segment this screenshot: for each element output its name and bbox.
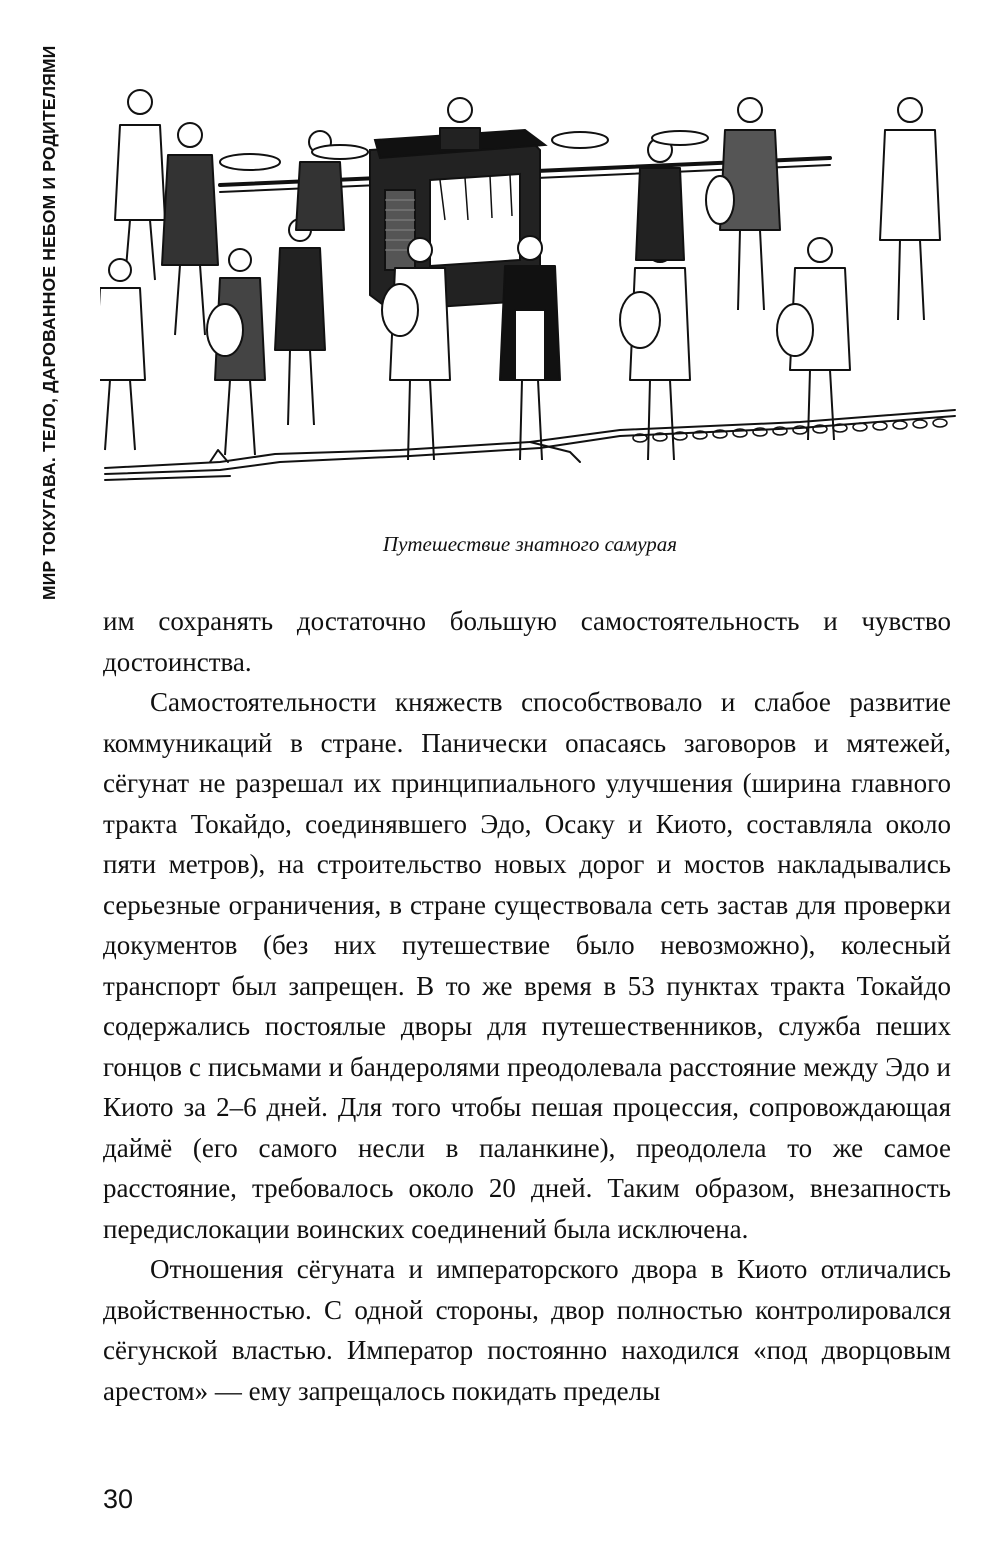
body-text — [103, 601, 951, 1411]
procession-drawing — [100, 70, 960, 490]
page-number: 30 — [103, 1484, 134, 1514]
paragraph: им сохранять достаточно большую самостоятельность и чувство достоинства. — [103, 606, 951, 677]
paragraph: Отношения сёгуната и императорского двора в Киото отличались двойственностью. С одной стороны, двор полностью контролировался сёгунской властью. Император постоянно находился «под дворцовым арестом» — ему запрещалось покидать пределы — [103, 1254, 951, 1406]
illustration-samurai-procession — [100, 70, 960, 490]
paragraph: Самостоятельности княжеств способствовало и слабое развитие коммуникаций в стране. Панически опасаясь заговоров и мятежей, сёгунат не разрешал их принципиального улучшения (ширина главного тракта Токайдо, соединявшего Эдо, Осаку и Киото, составляла около пяти метров), на строительство новых дорог и мостов накладывались серьезные ограничения, в стране существовала сеть застав для проверки документов (без них путешествие было невозможно), колесный транспорт был запрещен. В то же время в 53 пунктах тракта Токайдо содержались постоялые дворы для путешественников, служба пеших гонцов с письмами и бандеролями преодолевала расстояние между Эдо и Киото за 2–6 дней. Для того чтобы пешая процессия, сопровождающая даймё (его самого несли в паланкине), преодолела то же самое расстояние, требовалось около 20 дней. Таким образом, внезапность передислокации воинских соединений была исключена. — [103, 687, 951, 1244]
figure-caption: Путешествие знатного самурая — [382, 532, 678, 556]
running-head: МИР ТОКУГАВА. ТЕЛО, ДАРОВАННОЕ НЕБОМ И РОДИТЕЛЯМИ — [39, 45, 59, 600]
